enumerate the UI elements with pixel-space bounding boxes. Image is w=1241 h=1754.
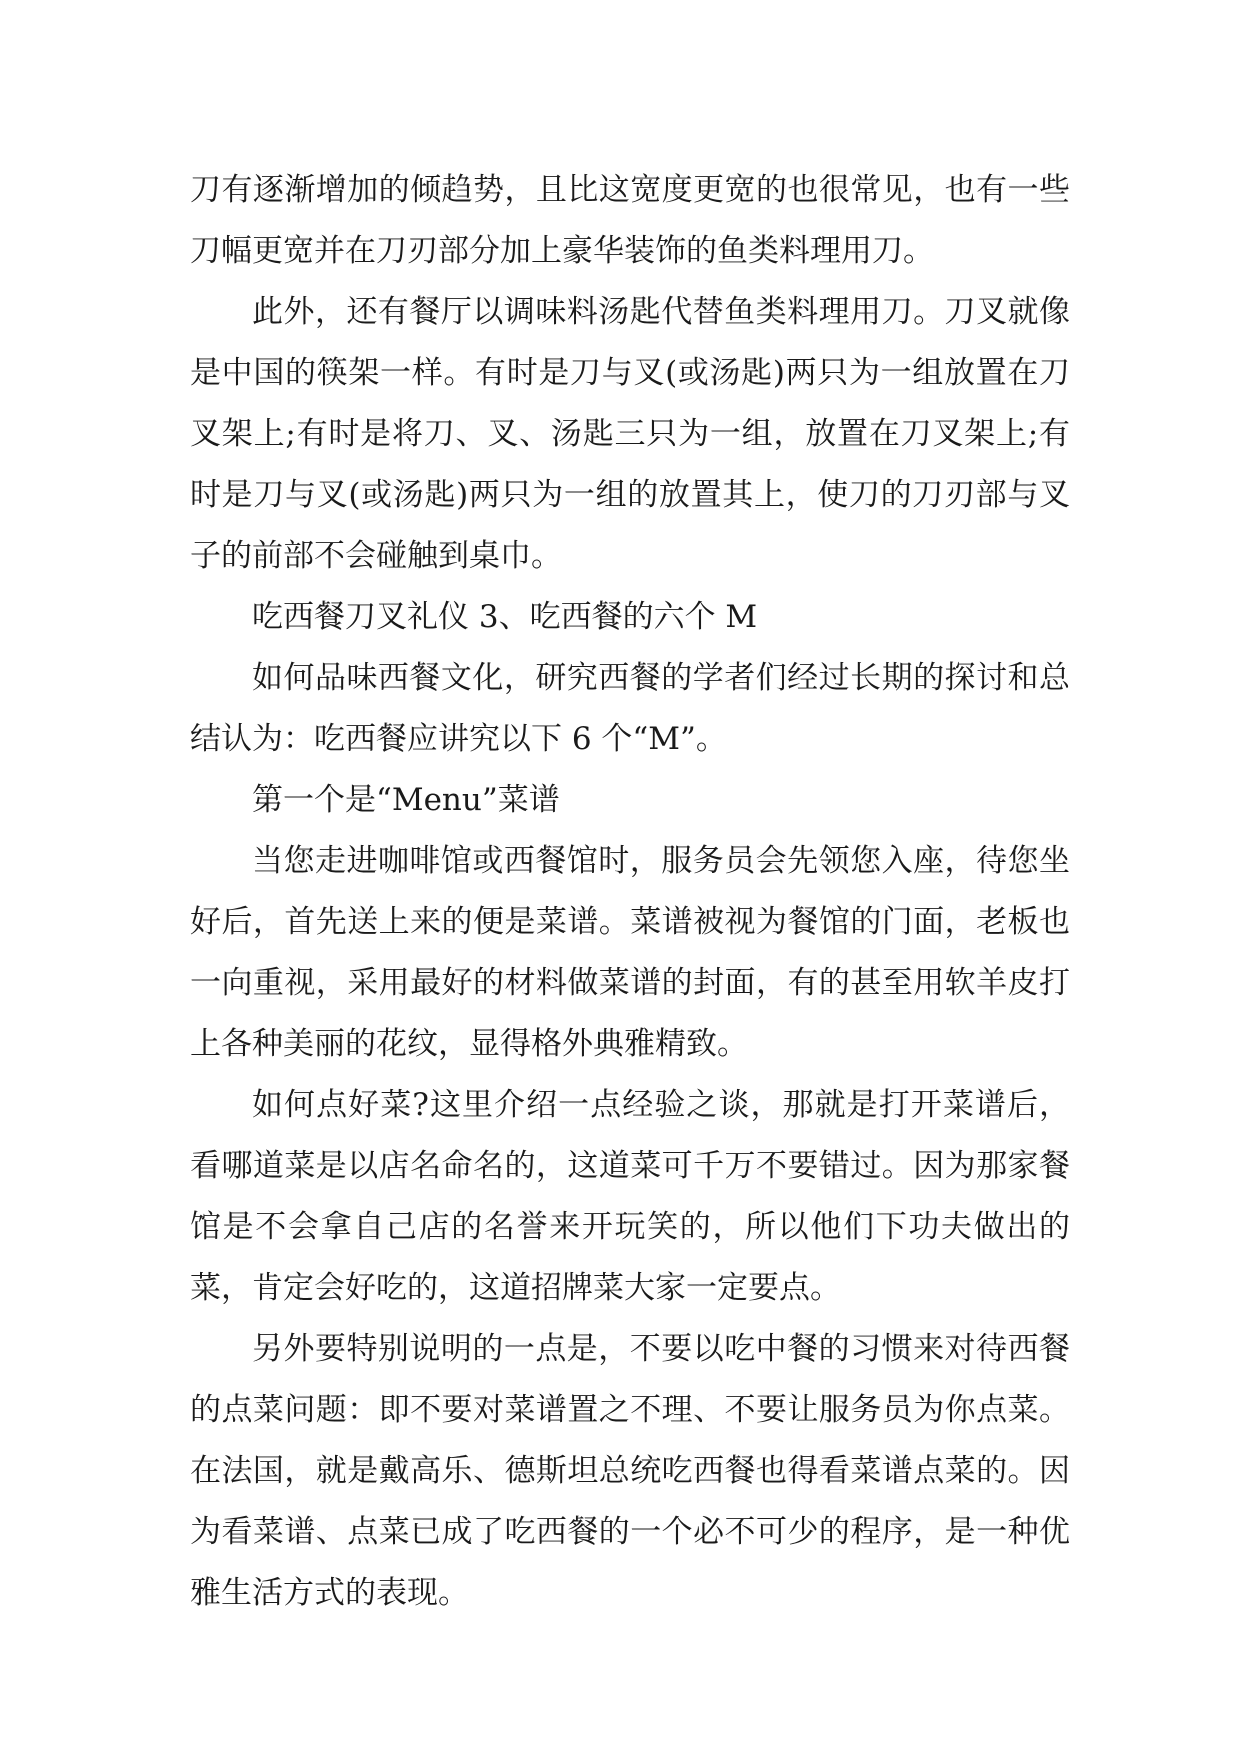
paragraph-ordering-tips: 如何点好菜?这里介绍一点经验之谈，那就是打开菜谱后，看哪道菜是以店名命名的，这道菜可千万不要错过。因为那家餐馆是不会拿自己店的名誉来开玩笑的，所以他们下功夫做出的菜，肯定会好吃的，这道招牌菜大家一定要点。: [190, 1087, 1070, 1306]
paragraph-six-m-intro: 如何品味西餐文化，研究西餐的学者们经过长期的探讨和总结认为：吃西餐应讲究以下 6 个“M”。: [190, 660, 1070, 757]
body-text: [190, 160, 1070, 1624]
subheading-menu: 第一个是“Menu”菜谱: [252, 782, 560, 818]
paragraph-ordering-etiquette: 另外要特别说明的一点是，不要以吃中餐的习惯来对待西餐的点菜问题：即不要对菜谱置之不理、不要让服务员为你点菜。在法国，就是戴高乐、德斯坦总统吃西餐也得看菜谱点菜的。因为看菜谱、点菜已成了吃西餐的一个必不可少的程序，是一种优雅生活方式的表现。: [190, 1331, 1070, 1611]
section-heading-six-m: 吃西餐刀叉礼仪 3、吃西餐的六个 M: [252, 599, 758, 635]
paragraph-menu-description: 当您走进咖啡馆或西餐馆时，服务员会先领您入座，待您坐好后，首先送上来的便是菜谱。菜谱被视为餐馆的门面，老板也一向重视，采用最好的材料做菜谱的封面，有的甚至用软羊皮打上各种美丽的花纹，显得格外典雅精致。: [190, 843, 1070, 1062]
paragraph-knife-width: 刀有逐渐增加的倾趋势，且比这宽度更宽的也很常见，也有一些刀幅更宽并在刀刃部分加上豪华装饰的鱼类料理用刀。: [190, 172, 1070, 269]
paragraph-cutlery-rest: 此外，还有餐厅以调味料汤匙代替鱼类料理用刀。刀叉就像是中国的筷架一样。有时是刀与叉(或汤匙)两只为一组放置在刀叉架上;有时是将刀、叉、汤匙三只为一组，放置在刀叉架上;有时是刀与叉(或汤匙)两只为一组的放置其上，使刀的刀刃部与叉子的前部不会碰触到桌巾。: [190, 294, 1070, 574]
